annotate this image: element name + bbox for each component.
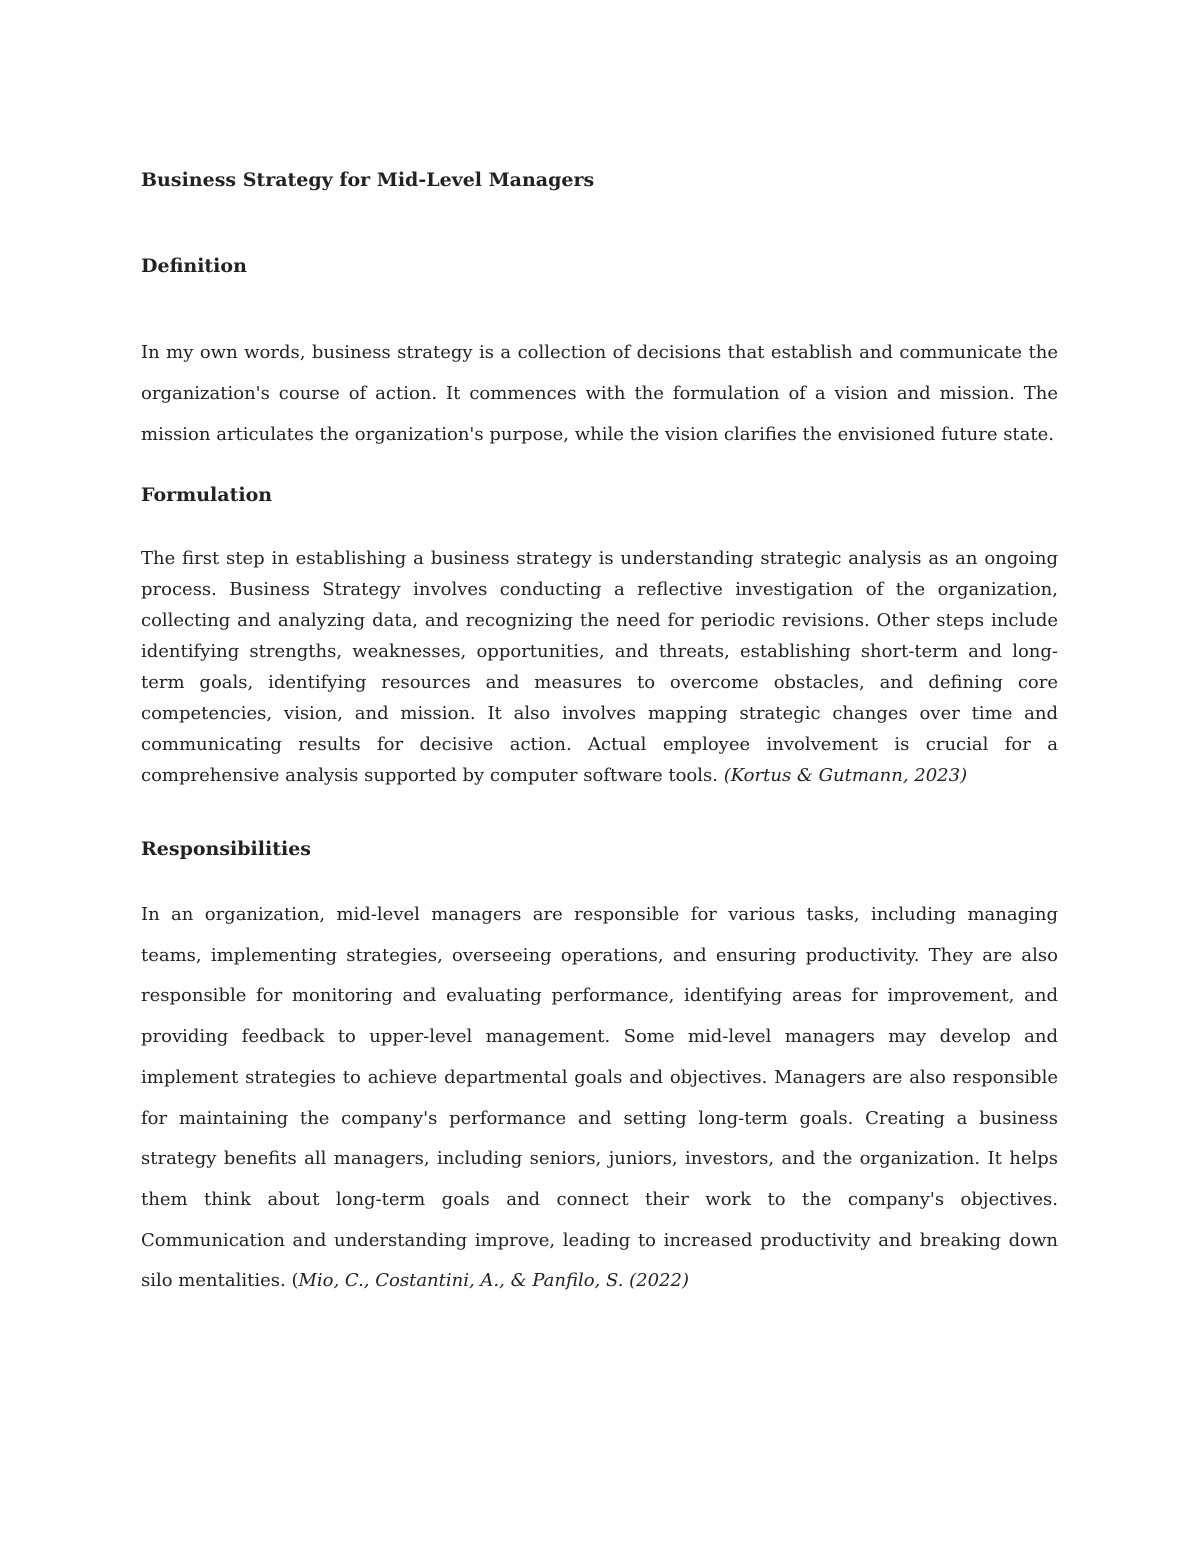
document-body (141, 160, 1058, 1302)
section-paragraph-definition (141, 332, 1058, 455)
section-paragraph-responsibilities (141, 895, 1058, 1302)
section-heading-formulation: Formulation (141, 484, 273, 506)
paragraph-text: The first step in establishing a business strategy is understanding strategic analysis as an ongoing process. Business Strategy involves conducting a reflective investigation of the organization, collecting and analyzing data, and recognizing the need for periodic revisions. Other steps include identifying strengths, weaknesses, opportunities, and threats, establishing short-term and long-term goals, identifying resources and measures to overcome obstacles, and defining core competencies, vision, and mission. It also involves mapping strategic changes over time and communicating results for decisive action. Actual employee involvement is crucial for a comprehensive analysis supported by computer software tools. (141, 548, 1058, 786)
section-heading-responsibilities: Responsibilities (141, 838, 311, 860)
section-paragraph-formulation (141, 543, 1058, 791)
citation-open-paren: ( (291, 1270, 299, 1292)
citation: Mio, C., Costantini, A., & Panfilo, S. (2022) (298, 1270, 689, 1292)
paragraph-text: In an organization, mid-level managers are responsible for various tasks, including managing teams, implementing strategies, overseeing operations, and ensuring productivity. They are also responsible for monitoring and evaluating performance, identifying areas for improvement, and providing feedback to upper-level management. Some mid-level managers may develop and implement strategies to achieve departmental goals and objectives. Managers are also responsible for maintaining the company's performance and setting long-term goals. Creating a business strategy benefits all managers, including seniors, juniors, investors, and the organization. It helps them think about long-term goals and connect their work to the company's objectives. Communication and understanding improve, leading to increased productivity and breaking down silo mentalities. (141, 904, 1058, 1292)
citation: (Kortus & Gutmann, 2023) (723, 765, 968, 786)
section-heading-definition: Definition (141, 255, 247, 277)
paragraph-text: In my own words, business strategy is a collection of decisions that establish and communicate the organization's course of action. It commences with the formulation of a vision and mission. The mission articulates the organization's purpose, while the vision clarifies the envisioned future state. (141, 342, 1058, 445)
document-title: Business Strategy for Mid-Level Managers (141, 169, 595, 191)
